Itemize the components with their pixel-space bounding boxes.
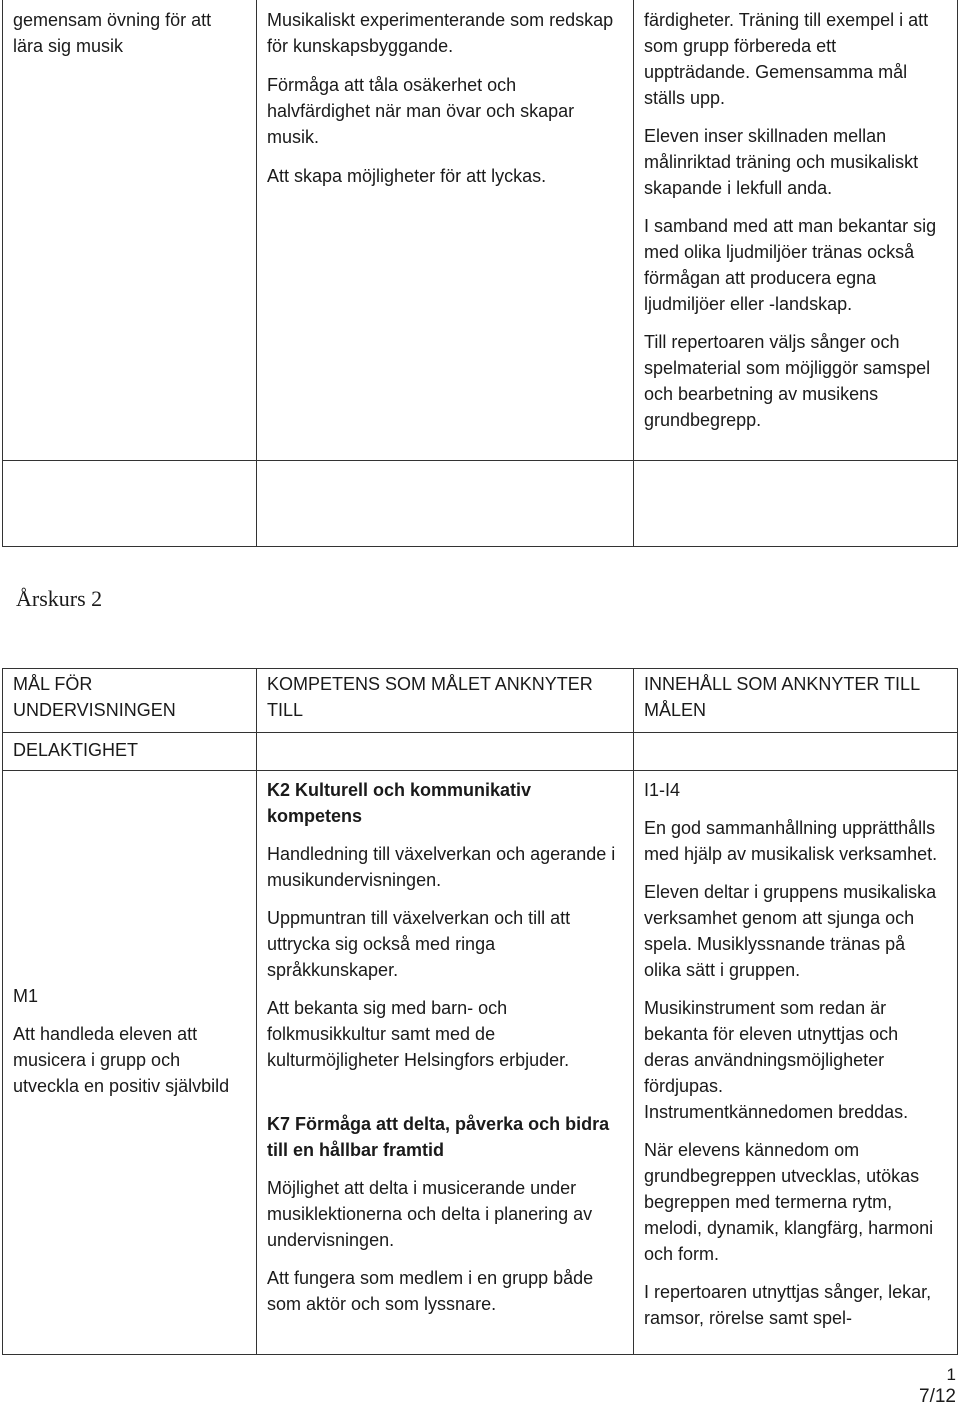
top-col3-cell [634, 0, 958, 461]
goal-code: M1 [13, 986, 39, 1006]
top-col2-text: Musikaliskt experimenterande som redskap för kunskapsbyggande. [267, 10, 614, 56]
empty-cell [634, 733, 958, 771]
top-col2-cell [257, 0, 634, 461]
goal-text: Att handleda eleven att musicera i grupp och utveckla en positiv självbild [13, 1024, 230, 1096]
content-item: När elevens kännedom om grundbegreppen utvecklas, utökas begreppen med termerna rytm, melodi, dynamik, klangfärg, harmoni och form. [644, 1140, 934, 1264]
area-label: DELAKTIGHET [3, 733, 257, 771]
k2-item: Handledning till växelverkan och agerande i musikundervisningen. [267, 844, 616, 890]
empty-cell [634, 461, 958, 547]
competence-cell [257, 771, 634, 1355]
top-col3-text: färdigheter. Träning till exempel i att som grupp förbereda ett uppträdande. Gemensamma mål ställs upp. [644, 10, 929, 108]
top-col2-text: Att skapa möjligheter för att lyckas. [267, 166, 547, 186]
empty-cell [3, 461, 257, 547]
content-cell [634, 771, 958, 1355]
k7-title: K7 Förmåga att delta, påverka och bidra till en hållbar framtid [267, 1114, 610, 1160]
k7-item: Möjlighet att delta i musicerande under musiklektionerna och delta i planering av undervisningen. [267, 1178, 593, 1250]
header-content: INNEHÅLL SOM ANKNYTER TILL MÅLEN [634, 669, 958, 733]
content-title: I1-I4 [644, 780, 681, 800]
top-col1-text: gemensam övning för att lära sig musik [13, 10, 212, 56]
content-item: Eleven deltar i gruppens musikaliska verksamhet genom att sjunga och spela. Musiklyssnande tränas på olika sätt i gruppen. [644, 882, 937, 980]
header-goal: MÅL FÖR UNDERVISNINGEN [3, 669, 257, 733]
content-item: Musikinstrument som redan är bekanta för eleven utnyttjas och deras användningsmöjligheter fördjupas. [644, 998, 899, 1096]
top-table [2, 0, 958, 547]
content-item: I repertoaren utnyttjas sånger, lekar, ramsor, rörelse samt spel- [644, 1282, 932, 1328]
header-competence: KOMPETENS SOM MÅLET ANKNYTER TILL [257, 669, 634, 733]
page-label: 7/12 [919, 1386, 956, 1407]
k2-title: K2 Kulturell och kommunikativ kompetens [267, 780, 532, 826]
empty-cell [257, 461, 634, 547]
k2-item: Att bekanta sig med barn- och folkmusikkultur samt med de kulturmöjligheter Helsingfors erbjuder. [267, 998, 570, 1070]
top-col2-text: Förmåga att tåla osäkerhet och halvfärdighet när man övar och skapar musik. [267, 75, 575, 147]
top-col3-text: I samband med att man bekantar sig med olika ljudmiljöer tränas också förmågan att producera egna ljudmiljöer eller -landskap. [644, 216, 937, 314]
empty-cell [257, 733, 634, 771]
k2-item: Uppmuntran till växelverkan och till att uttrycka sig också med ringa språkkunskaper. [267, 908, 571, 980]
goal-cell [3, 771, 257, 1355]
top-col3-text: Till repertoaren väljs sånger och spelmaterial som möjliggör samspel och bearbetning av musikens grundbegrepp. [644, 332, 931, 430]
section-title: Årskurs 2 [16, 586, 103, 611]
page-number [919, 1364, 956, 1408]
k7-item: Att fungera som medlem i en grupp både som aktör och som lyssnare. [267, 1268, 594, 1314]
goals-table [2, 668, 958, 1355]
page-number-value: 1 [946, 1365, 956, 1384]
content-item: Instrumentkännedomen breddas. [644, 1102, 909, 1122]
content-item: En god sammanhållning upprätthålls med hjälp av musikalisk verksamhet. [644, 818, 938, 864]
top-col1-cell [3, 0, 257, 461]
top-col3-text: Eleven inser skillnaden mellan målinriktad träning och musikaliskt skapande i lekfull anda. [644, 126, 919, 198]
